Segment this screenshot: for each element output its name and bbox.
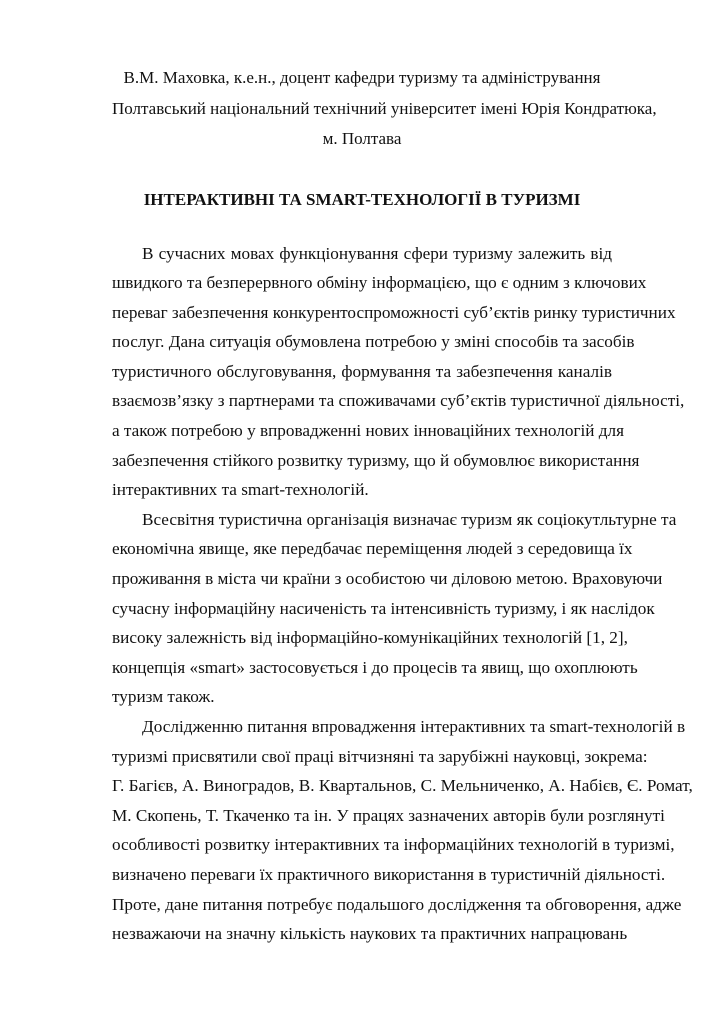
text-line: забезпечення стійкого розвитку туризму, що й обумовлює використання — [112, 450, 640, 470]
text-line: а також потребою у впровадженні нових інноваційних технологій для — [112, 421, 624, 441]
text-line: економічна явище, яке передбачає переміщення людей з середовища їх — [112, 539, 633, 559]
article-title: ІНТЕРАКТИВНІ ТА SMART-ТЕХНОЛОГІЇ В ТУРИЗМІ — [143, 189, 581, 209]
author-line: В.М. Маховка, к.е.н., доцент кафедри туризму та адміністрування — [123, 68, 601, 87]
document-page — [112, 63, 693, 949]
text-line: послуг. Дана ситуація обумовлена потребою у зміні способів та засобів — [112, 332, 635, 352]
paragraph — [112, 712, 693, 949]
text-line: інтерактивних та smart-технологій. — [112, 480, 369, 500]
text-line: високу залежність від інформаційно-комунікаційних технологій [1, 2], — [112, 628, 628, 648]
text-line: концепція «smart» застосовується і до процесів та явищ, що охоплюють — [112, 657, 638, 677]
text-line: Г. Багієв, А. Виноградов, В. Квартальнов, С. Мельниченко, А. Набієв, Є. Ромат, — [112, 776, 693, 796]
text-line: проживання в міста чи країни з особистою чи діловою метою. Враховуючи — [112, 569, 663, 589]
text-line: туризмі присвятили свої праці вітчизняні та зарубіжні науковці, зокрема: — [112, 746, 648, 766]
text-line: незважаючи на значну кількість наукових та практичних напрацювань — [112, 924, 628, 944]
text-line: туристичного обслуговування, формування та забезпечення каналів — [112, 361, 612, 381]
text-line: сучасну інформаційну насиченість та інтенсивність туризму, і як наслідок — [112, 598, 655, 618]
city-line: м. Полтава — [322, 129, 402, 148]
article-body — [112, 239, 693, 949]
text-line: швидкого та безперервного обміну інформацією, що є одним з ключових — [112, 273, 647, 293]
text-line: особливості розвитку інтерактивних та інформаційних технологій в туризмі, — [112, 835, 675, 855]
text-line: М. Скопень, Т. Ткаченко та ін. У працях зазначених авторів були розглянуті — [112, 805, 665, 825]
text-line: В сучасних мовах функціонування сфери туризму залежить від — [142, 243, 612, 263]
text-line: взаємозв’язку з партнерами та споживачами суб’єктів туристичної діяльності, — [112, 391, 685, 411]
university-line: Полтавський національний технічний університет імені Юрія Кондратюка, — [112, 98, 657, 118]
text-line: туризм також. — [112, 687, 215, 707]
text-line: Дослідженню питання впровадження інтерактивних та smart-технологій в — [142, 717, 686, 736]
text-line: Всесвітня туристична організація визначає туризм як соціокутльтурне та — [142, 509, 677, 529]
paragraph — [112, 239, 685, 505]
text-line: переваг забезпечення конкурентоспроможності суб’єктів ринку туристичних — [112, 302, 676, 322]
text-line: визначено переваги їх практичного використання в туристичній діяльності. — [112, 864, 666, 884]
text-line: Проте, дане питання потребує подальшого дослідження та обговорення, адже — [112, 894, 682, 914]
paragraph — [112, 505, 677, 712]
